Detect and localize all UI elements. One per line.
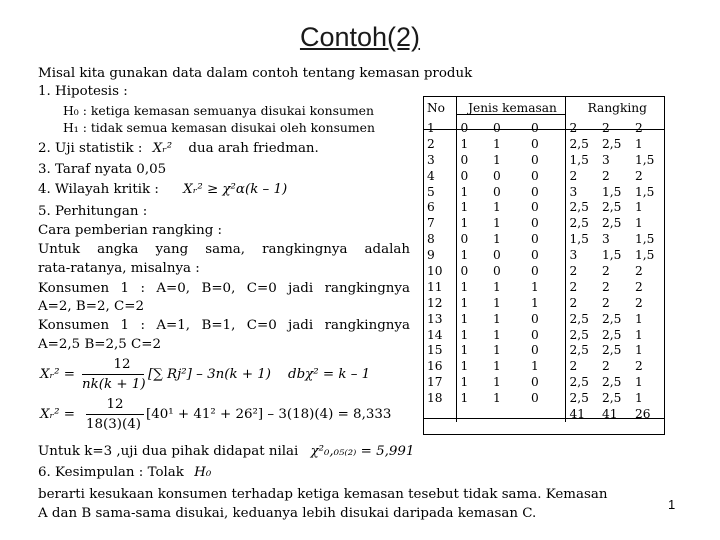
kemasan-value: 0 [531,263,539,278]
empty-cell [489,406,527,422]
rank-value: 2 [635,359,643,374]
rank-value: 2 [565,168,598,184]
header-rangking: Rangking [565,96,665,120]
formula-2-lhs: Xᵣ² = [40,407,76,422]
word: B=1, [201,318,236,333]
rank-value: 2,5 [602,200,622,215]
row-number: 17 [423,374,456,390]
table-row [423,152,665,168]
kemasan-value: 0 [456,152,489,168]
word: rangkingnya [324,318,410,333]
rank-value: 2,5 [602,311,622,326]
rank-value: 2 [602,359,610,374]
rank-value: 1,5 [602,248,622,263]
header-no: No [423,96,456,120]
conclusion-text-1: berarti kesukaan konsumen terhadap ketiga kemasan tesebut tidak sama. Kemasan [38,487,608,502]
critical-value-text: Untuk k=3 ,uji dua pihak didapat nilai [38,444,299,459]
intro-line: Misal kita gunakan data dalam contoh tentang kemasan produk [38,66,473,81]
kemasan-value: 1 [456,199,489,215]
table-row [423,390,665,406]
row-number: 9 [423,247,456,263]
critical-value-formula: χ²₀,₀₅₍₂₎ = 5,991 [310,444,415,459]
critical-value-line [38,444,414,460]
row-number: 11 [423,279,456,295]
kemasan-value: 0 [493,184,501,199]
word: rangkingnya [324,281,410,296]
table-row [423,279,665,295]
word: angka [97,242,139,257]
rank-value: 2 [565,120,598,136]
table-row [423,184,665,200]
perhitungan-heading: 5. Perhitungan : [38,204,148,219]
rank-value: 2,5 [565,374,598,390]
table-row [423,215,665,231]
kemasan-value: 1 [493,375,501,390]
table-row [423,120,665,136]
rank-value: 2,5 [602,216,622,231]
row-number: 5 [423,184,456,200]
rank-total: 41 [565,406,598,422]
kemasan-value: 0 [531,311,539,326]
kemasan-value: 1 [456,184,489,200]
formula-db: dbχ² = k – 1 [288,367,371,382]
word: sama, [205,242,246,257]
kemasan-value: 1 [456,342,489,358]
formula-1-rhs: [∑ Rj²] – 3n(k + 1) [148,367,272,382]
rank-total: 26 [635,406,651,421]
rank-value: 2 [565,358,598,374]
rank-value: 2 [602,168,610,183]
kemasan-value: 1 [456,136,489,152]
kemasan-value: 1 [456,295,489,311]
table-row [423,295,665,311]
empty-cell [527,406,565,422]
ranking-rule-line [38,242,410,258]
kemasan-value: 1 [456,358,489,374]
kemasan-value: 1 [456,311,489,327]
h1-statement: H₁ : tidak semua kemasan disukai oleh konsumen [63,120,375,135]
rank-value: 2,5 [565,199,598,215]
rank-value: 1 [635,136,643,151]
kemasan-value: 1 [493,279,501,294]
row-number: 12 [423,295,456,311]
row-number: 3 [423,152,456,168]
kemasan-value: 0 [531,375,539,390]
rank-value: 1,5 [602,184,622,199]
rank-value: 2 [565,295,598,311]
rank-value: 1,5 [635,152,655,167]
word: C=0 [246,281,277,296]
row-number: 15 [423,342,456,358]
kemasan-value: 1 [493,136,501,151]
slide-title: Contoh(2) [299,22,421,52]
rank-value: 2 [635,295,643,310]
header-rule [423,129,665,130]
rank-value: 2,5 [602,391,622,406]
word: A=0, [156,281,191,296]
kemasan-value: 1 [493,200,501,215]
kesimpulan-label: 6. Kesimpulan : Tolak [38,465,184,480]
rank-value: 2 [635,263,643,278]
kemasan-value: 1 [493,152,501,167]
kemasan-value: 1 [493,343,501,358]
word: jadi [288,281,314,296]
empty-cell [423,406,456,422]
formula-2-fraction-bar [86,414,144,415]
kemasan-value: 1 [493,311,501,326]
totals-rule [423,418,665,419]
row-number: 7 [423,215,456,231]
kemasan-value: 0 [531,327,539,342]
empty-cell [456,406,489,422]
rank-value: 2 [635,168,643,183]
rank-value: 1,5 [635,232,655,247]
kemasan-value: 0 [531,232,539,247]
kemasan-value: 1 [531,279,539,294]
kemasan-value: 0 [493,248,501,263]
rank-value: 3 [565,184,598,200]
row-number: 18 [423,390,456,406]
kemasan-value: 1 [493,295,501,310]
rank-value: 1,5 [635,248,655,263]
kemasan-value: 0 [531,216,539,231]
hipotesis-heading: 1. Hipotesis : [38,84,128,99]
rank-value: 2 [565,279,598,295]
word: Untuk [38,242,81,257]
kemasan-value: 0 [531,120,539,135]
kemasan-value: 1 [493,391,501,406]
kemasan-value: 1 [456,374,489,390]
formula-1-lhs: Xᵣ² = [40,367,76,382]
rank-value: 2,5 [565,136,598,152]
kemasan-value: 1 [493,327,501,342]
rank-value: 2 [602,120,610,135]
rank-value: 2 [635,120,643,135]
word: Konsumen [38,281,110,296]
rank-value: 2 [602,295,610,310]
kemasan-value: 0 [456,263,489,279]
table-row [423,263,665,279]
table-row [423,168,665,184]
kemasan-value: 0 [531,200,539,215]
kemasan-value: 0 [456,231,489,247]
word: A=1, [156,318,191,333]
rank-value: 1 [635,311,643,326]
kemasan-value: 0 [456,120,489,136]
rank-value: 1,5 [635,184,655,199]
rank-value: 2 [565,263,598,279]
rank-value: 2,5 [565,215,598,231]
rank-value: 3 [602,232,610,247]
statistic-symbol: Xᵣ² [152,141,173,156]
cara-ranking-heading: Cara pemberian rangking : [38,223,223,238]
rank-value: 2,5 [565,327,598,343]
wilayah-kritik-label: 4. Wilayah kritik : [38,182,159,197]
rank-value: 1 [635,327,643,342]
kemasan-value: 1 [456,215,489,231]
word: : [140,281,145,296]
table-row [423,374,665,390]
row-number: 16 [423,358,456,374]
word: jadi [288,318,314,333]
kemasan-value: 0 [531,136,539,151]
uji-statistik-label: 2. Uji statistik : [38,141,143,156]
rank-value: 2,5 [565,311,598,327]
taraf-nyata: 3. Taraf nyata 0,05 [38,162,167,177]
rank-value: 2,5 [602,343,622,358]
wilayah-kritik-formula: Xᵣ² ≥ χ²α(k – 1) [183,182,288,197]
rank-value: 1 [635,216,643,231]
row-number: 2 [423,136,456,152]
uji-statistik-line [38,141,319,157]
kemasan-value: 0 [531,184,539,199]
example-2-result: A=2,5 B=2,5 C=2 [38,337,162,352]
table-row [423,358,665,374]
row-number: 14 [423,327,456,343]
formula-1-numerator: 12 [113,357,131,372]
rank-value: 3 [565,247,598,263]
kemasan-value: 1 [531,359,539,374]
row-number: 8 [423,231,456,247]
kemasan-value: 0 [531,343,539,358]
row-number: 13 [423,311,456,327]
ranking-table [423,96,665,422]
row-number: 10 [423,263,456,279]
uji-statistik-type: dua arah friedman. [188,141,319,156]
kemasan-value: 0 [531,168,539,183]
header-jenis-kemasan: Jenis kemasan [468,101,557,115]
word: Konsumen [38,318,110,333]
rank-value: 1 [635,343,643,358]
kemasan-value: 1 [493,232,501,247]
kemasan-value: 1 [456,327,489,343]
table-row [423,311,665,327]
kemasan-value: 1 [456,247,489,263]
kemasan-value: 0 [493,263,501,278]
row-number: 1 [423,120,456,136]
formula-1-denominator: nk(k + 1) [82,377,146,392]
wilayah-kritik-line [38,182,287,198]
conclusion-text-2: A dan B sama-sama disukai, keduanya lebih disukai daripada kemasan C. [38,506,537,521]
row-number: 4 [423,168,456,184]
rank-total: 41 [602,406,618,421]
word: C=0 [246,318,277,333]
rank-value: 2,5 [602,136,622,151]
totals-row [423,406,665,422]
rank-value: 2,5 [602,327,622,342]
rank-value: 2,5 [565,390,598,406]
ranking-rule-cont: rata-ratanya, misalnya : [38,261,200,276]
kemasan-value: 0 [493,168,501,183]
rank-value: 1,5 [565,231,598,247]
formula-1-fraction-bar [82,374,144,375]
kemasan-value: 0 [493,120,501,135]
rank-value: 2 [602,279,610,294]
table-row [423,327,665,343]
kemasan-value: 0 [531,152,539,167]
word: B=0, [201,281,236,296]
row-number: 6 [423,199,456,215]
kemasan-value: 0 [531,248,539,263]
word: 1 [120,281,130,296]
rank-value: 1,5 [565,152,598,168]
table-row [423,342,665,358]
kemasan-value: 1 [456,279,489,295]
kemasan-value: 1 [493,216,501,231]
word: 1 [120,318,130,333]
table-row [423,199,665,215]
table-row [423,136,665,152]
table-row [423,231,665,247]
formula-2-rhs: [40¹ + 41² + 26²] – 3(18)(4) = 8,333 [146,407,392,422]
rank-value: 2,5 [565,342,598,358]
rank-value: 2 [602,263,610,278]
rank-value: 1 [635,200,643,215]
example-1-line [38,281,410,297]
kemasan-value: 0 [456,168,489,184]
kemasan-value: 1 [531,295,539,310]
word: adalah [364,242,410,257]
kemasan-value: 0 [531,391,539,406]
h0-symbol: H₀ [194,465,212,480]
rank-value: 1 [635,391,643,406]
example-1-result: A=2, B=2, C=2 [38,299,145,314]
rank-value: 2,5 [602,375,622,390]
rank-value: 1 [635,375,643,390]
formula-2-denominator: 18(3)(4) [86,417,141,432]
page-number: 1 [668,497,676,512]
kemasan-value: 1 [493,359,501,374]
rank-value: 2 [635,279,643,294]
example-2-line [38,318,410,334]
rank-value: 3 [602,152,610,167]
word: : [140,318,145,333]
table-row [423,247,665,263]
word: yang [155,242,189,257]
word: rangkingnya [262,242,348,257]
kemasan-value: 1 [456,390,489,406]
kesimpulan-line [38,465,211,481]
formula-2-numerator: 12 [106,397,124,412]
h0-statement: H₀ : ketiga kemasan semuanya disukai konsumen [63,103,375,118]
